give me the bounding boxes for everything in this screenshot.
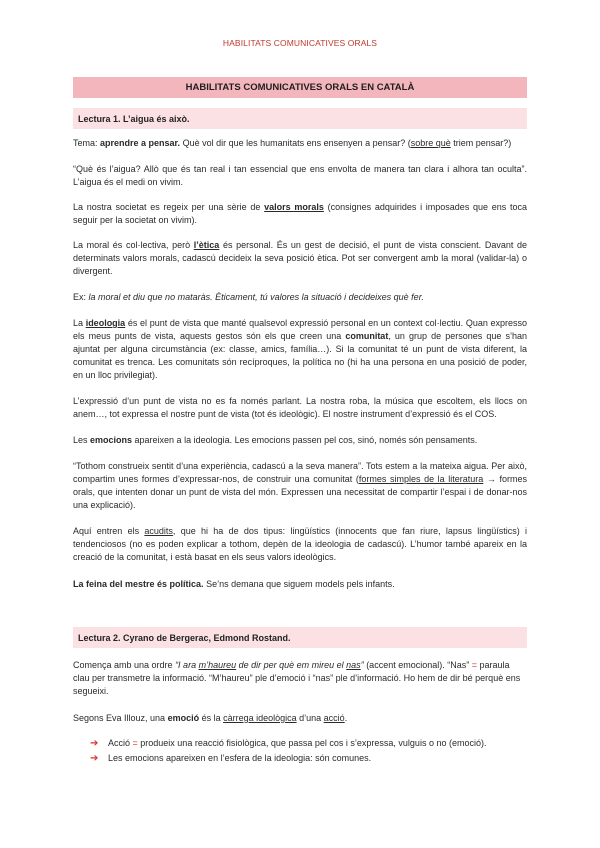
section-heading-text: Lectura 1. L’aigua és això.: [78, 113, 190, 124]
paragraph-acudits: Aquí entren els acudits, que hi ha de dos tipus: lingüístics (innocents que fan riure, lapsus lingüístics) i tendenciosos (no es poden explicar a tothom, depèn de la ideologia de cadascú). L’humor també apareix en la creació de la comunitat, i està basat en els seus valors ideològics.: [73, 526, 528, 562]
paragraph-ideologia: La ideologia és el punt de vista que manté qualsevol expressió personal en un context col·lectiu. Quan expresso els meus punts de vista, aquests gestos són els que creen una comunitat, un grup de persones que s’han ajuntat per alguna circumstància (ex: classe, amics, família…). Si la comunitat té un punt de vista diferent, la comunitat es trenca. Les comunitats són recíproques, la política no (hi ha una persona en una posició de poder, en un lloc privilegiat).: [73, 318, 528, 380]
paragraph-etica: La moral és col·lectiva, però l’ètica és personal. És un gest de decisió, el punt de vista conscient. Davant de determinats valors morals, cadascú decideix la seva posició ètica. Pot ser convergent amb la moral (validar-la) o divergent.: [73, 240, 527, 276]
arrow-icon: ➔: [90, 753, 99, 764]
paragraph-emocions: Les emocions apareixen a la ideologia. Les emocions passen pel cos, sinó, només són pensaments.: [73, 435, 478, 445]
running-header: HABILITATS COMUNICATIVES ORALS: [222, 38, 378, 48]
paragraph-exemple: Ex: la moral et diu que no mataràs. Èticament, tú valores la situació i decideixes què fer.: [73, 292, 424, 302]
paragraph-cyrano: Comença amb una ordre “I ara m’haureu de dir per què em mireu el nas” (accent emocional). “Nas” = paraula clau per transmetre la informació. “M’haureu” ple d’emoció i “nas” ple d’informació. Ho hem de dir bé perquè ens segueixi.: [73, 660, 521, 696]
list-item: ➔ Acció = produeix una reacció fisiològica, que passa pel cos i s’expressa, vulguis o no (emoció).: [90, 738, 487, 749]
paragraph-expressio: L’expressió d’un punt de vista no es fa només parlant. La nostra roba, la música que escoltem, els llocs on anem…, tot expressa el nostre punt de vista (tot és ideològic). El nostre instrument d’expressió és el COS.: [73, 396, 527, 419]
section-heading-lectura-2: [73, 627, 527, 648]
paragraph-valors-morals: La nostra societat es regeix per una sèrie de valors morals (consignes adquirides i imposades que ens toca seguir per la societat on vivim).: [73, 202, 528, 225]
paragraph-feina-mestre: La feina del mestre és política. Se’ns demana que siguem models pels infants.: [73, 579, 395, 589]
paragraph-aigua: “Què és l’aigua? Allò que és tan real i tan essencial que ens envolta de manera tan clara i alhora tan oculta”. L’aigua és el medi on vivim.: [73, 164, 527, 187]
document-title-text: HABILITATS COMUNICATIVES ORALS EN CATALÀ: [185, 82, 415, 93]
paragraph-tema: Tema: aprendre a pensar. Què vol dir que les humanitats ens ensenyen a pensar? (sobre què triem pensar?): [73, 138, 512, 148]
paragraph-illouz: Segons Eva Illouz, una emoció és la càrrega ideològica d’una acció.: [73, 713, 348, 723]
section-heading-lectura-1: [73, 108, 527, 129]
list-item: ➔ Les emocions apareixen en l’esfera de la ideologia: són comunes.: [90, 753, 372, 764]
document-title: [73, 77, 527, 98]
paragraph-tothom: “Tothom construeix sentit d’una experiència, cadascú a la seva manera”. Tots estem a la mateixa aigua. Per això, compartim unes formes d’expressar-nos, de construir una comunitat (formes simples de la literatura → formes orals, que intenten donar un punt de vista del món. Expressen una necessitat de compartir l’espai i de donar-nos una explicació).: [73, 461, 527, 510]
section-heading-text: Lectura 2. Cyrano de Bergerac, Edmond Rostand.: [78, 632, 291, 643]
bullet-list: [90, 737, 527, 767]
arrow-icon: ➔: [90, 738, 99, 749]
